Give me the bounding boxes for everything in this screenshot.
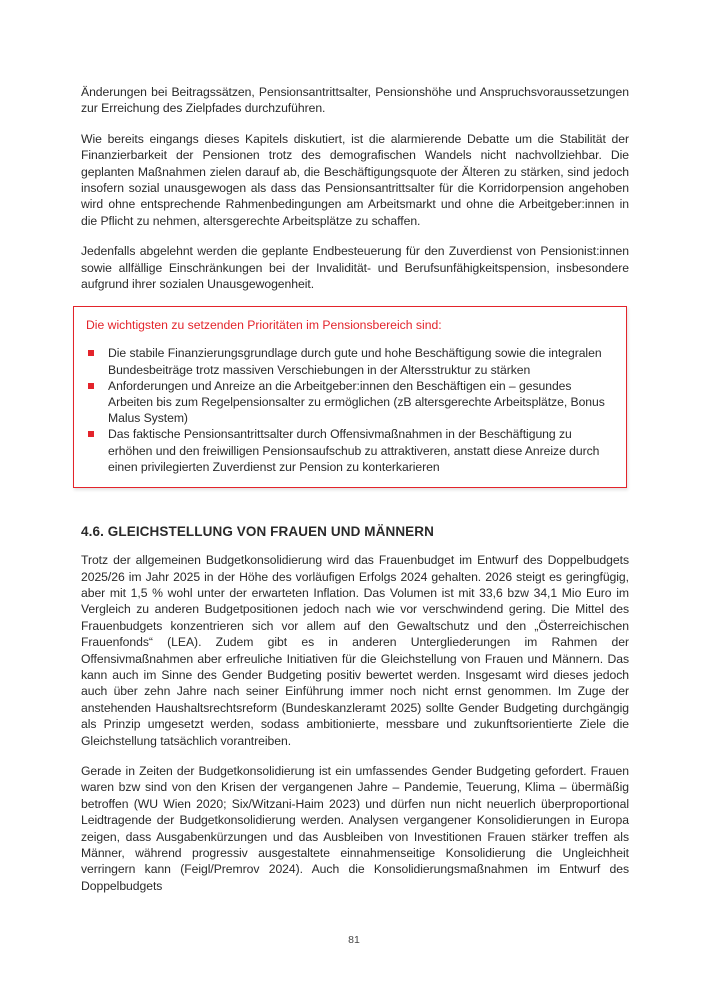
section-heading: 4.6. GLEICHSTELLUNG VON FRAUEN UND MÄNNERN [81,524,434,540]
list-item-text: Die stabile Finanzierungsgrundlage durch gute und hohe Beschäftigung sowie die integralen Bundesbeiträge trotz massiven Verschiebungen in der Altersstruktur zu stärken [108,346,602,377]
page-number: 81 [348,934,360,946]
list-item-text: Das faktische Pensionsantrittsalter durch Offensivmaßnahmen in der Beschäftigung zu erhöhen und den freiwilligen Pensionsaufschub zu attraktiveren, anstatt diese Anreize durch einen privilegierten Zuverdienst zur Pension zu konterkarieren [108,427,600,474]
priorities-list [86,345,614,475]
paragraph-changes: Änderungen bei Beitragssätzen, Pensionsantrittsalter, Pensionshöhe und Anspruchsvoraussetzungen zur Erreichung des Zielpfades durchzuführen. [81,85,629,116]
bullet-square-icon [88,431,94,437]
paragraph-gender-budgeting: Gerade in Zeiten der Budgetkonsolidierung ist ein umfassendes Gender Budgeting gefordert. Frauen waren bzw sind von den Krisen der vergangenen Jahre – Pandemie, Teuerung, Klima – übermäßig betroffen (WU Wien 2020; Six/Witzani-Haim 2023) und dürfen nun nicht neuerlich überproportional Leidtragende der Budgetkonsolidierung werden. Analysen vergangener Konsolidierungen in Europa zeigen, dass Ausgabenkürzungen und das Ausbleiben von Investitionen Frauen stärker treffen als Männer, während progressiv ausgestaltete einnahmenseitige Konsolidierung die Ungleichheit verringern kann (Feigl/Premrov 2024). Auch die Konsolidierungsmaßnahmen im Entwurf des Doppelbudgets [81,763,629,893]
list-item [86,345,614,377]
paragraph-rejection: Jedenfalls abgelehnt werden die geplante Endbesteuerung für den Zuverdienst von Pensionist:innen sowie allfällige Einschränkungen bei der Invalidität- und Berufsunfähigkeitspension, insbesondere aufgrund ihrer sozialen Unausgewogenheit. [81,244,629,292]
priorities-title: Die wichtigsten zu setzenden Prioritäten im Pensionsbereich sind: [86,318,442,333]
priorities-box [73,306,627,488]
page-content [81,84,629,908]
bullet-square-icon [88,350,94,356]
paragraph-frauenbudget: Trotz der allgemeinen Budgetkonsolidierung wird das Frauenbudget im Entwurf des Doppelbudgets 2025/26 im Jahr 2025 in der Höhe des vorläufigen Erfolgs 2024 gehalten. 2026 steigt es geringfügig, aber mit 1,5 % wohl unter der erwarteten Inflation. Das Volumen ist mit 33,6 bzw 34,1 Mio Euro im Vergleich zu anderen Budgetpositionen jedoch nach wie vor verschwindend gering. Die Mittel des Frauenbudgets konzentrieren sich vor allem auf den Gewaltschutz und den „Österreichischen Frauenfonds“ (LEA). Zudem gibt es in anderen Untergliederungen im Rahmen der Offensivmaßnahmen aber erfreuliche Initiativen für die Gleichstellung von Frauen und Männern. Das kann auch im Sinne des Gender Budgeting positiv bewertet werden. Insgesamt wird dieses jedoch auch über zehn Jahre nach seiner Einführung immer noch nicht ernst genommen. Im Zuge der anstehenden Haushaltsrechtsreform (Bundeskanzleramt 2025) sollte Gender Budgeting durchgängig als Prinzip umgesetzt werden, sodass ambitionierte, messbare und zukunftsorientierte Ziele die Gleichstellung tatsächlich vorantreiben. [81,553,629,748]
list-item [86,426,614,475]
bullet-square-icon [88,383,94,389]
paragraph-debate: Wie bereits eingangs dieses Kapitels diskutiert, ist die alarmierende Debatte um die Stabilität der Finanzierbarkeit der Pensionen trotz des demografischen Wandels nicht nachvollziehbar. Die geplanten Maßnahmen zielen darauf ab, die Beschäftigungsquote der Älteren zu stärken, sind jedoch insofern sozial unausgewogen als dass das Pensionsantrittsalter für die Korridorpension angehoben wird ohne entsprechende Rahmenbedingungen am Arbeitsmarkt und ohne die Arbeitgeber:innen in die Pflicht zu nehmen, altersgerechte Arbeitsplätze zu schaffen. [81,131,629,228]
list-item [86,378,614,427]
list-item-text: Anforderungen und Anreize an die Arbeitgeber:innen den Beschäftigen ein – gesundes Arbeiten bis zum Regelpensionsalter zu ermöglichen (zB altersgerechte Arbeitsplätze, Bonus Malus System) [108,378,605,426]
